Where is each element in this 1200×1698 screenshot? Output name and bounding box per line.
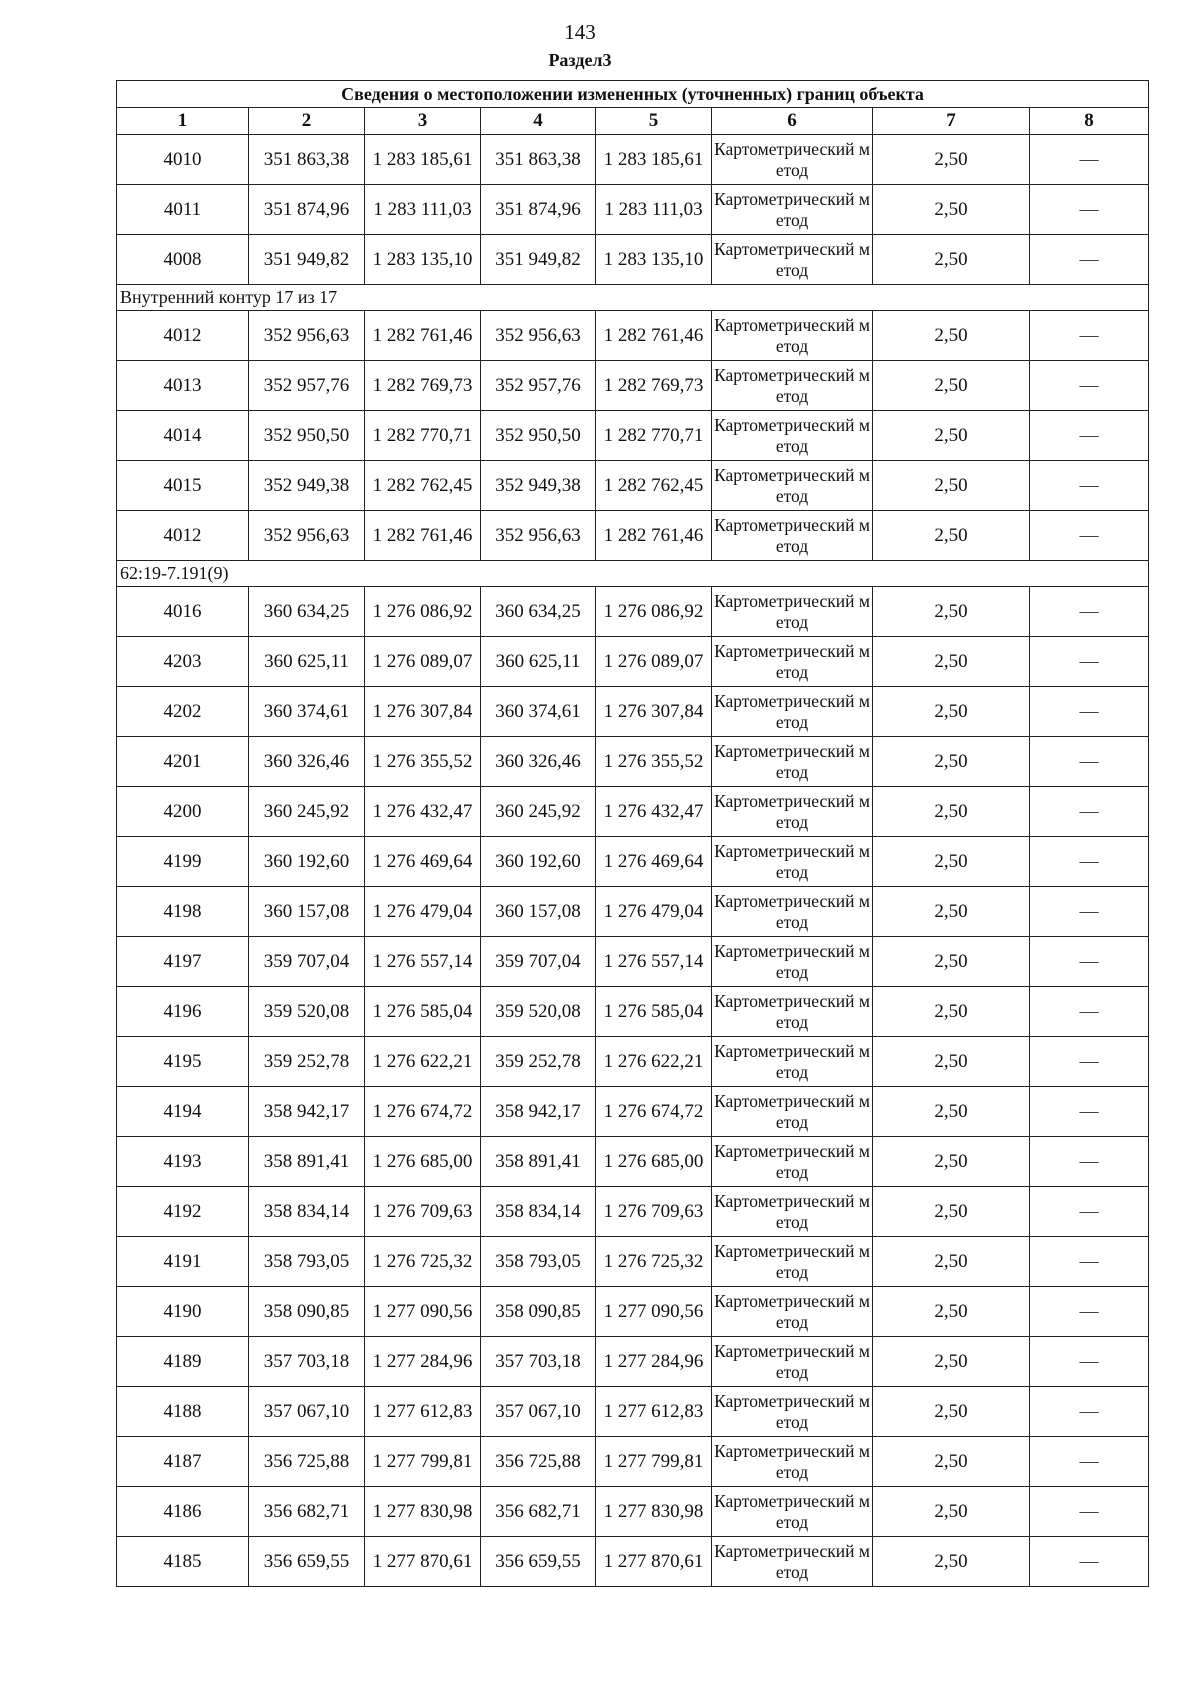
table-cell: 4186	[117, 1487, 249, 1537]
table-cell: —	[1030, 737, 1149, 787]
column-header: 8	[1030, 108, 1149, 135]
table-cell: 1 276 709,63	[596, 1187, 712, 1237]
table-cell: 357 067,10	[481, 1387, 596, 1437]
table-cell: —	[1030, 461, 1149, 511]
table-cell: 4188	[117, 1387, 249, 1437]
table-cell: 358 834,14	[481, 1187, 596, 1237]
table-cell: 1 277 870,61	[365, 1537, 481, 1587]
table-cell: 1 276 725,32	[365, 1237, 481, 1287]
table-cell: 360 625,11	[249, 637, 365, 687]
table-cell: 4012	[117, 311, 249, 361]
table-cell: 1 283 111,03	[596, 185, 712, 235]
table-cell: 1 276 355,52	[596, 737, 712, 787]
table-cell: 356 659,55	[249, 1537, 365, 1587]
table-cell: 2,50	[873, 1287, 1030, 1337]
table-cell: 1 276 307,84	[596, 687, 712, 737]
table-cell: 2,50	[873, 1087, 1030, 1137]
table-cell: 352 949,38	[481, 461, 596, 511]
table-cell: 360 374,61	[481, 687, 596, 737]
table-cell: 1 276 089,07	[596, 637, 712, 687]
table-cell: 4194	[117, 1087, 249, 1137]
table-cell: 4201	[117, 737, 249, 787]
table-cell: Картометрический метод	[712, 411, 873, 461]
table-cell: Картометрический метод	[712, 1387, 873, 1437]
table-cell: 2,50	[873, 1187, 1030, 1237]
table-row	[117, 461, 1149, 511]
table-cell: —	[1030, 361, 1149, 411]
table-cell: 1 276 086,92	[365, 587, 481, 637]
table-cell: Картометрический метод	[712, 1037, 873, 1087]
table-cell: Картометрический метод	[712, 1187, 873, 1237]
table-row	[117, 1237, 1149, 1287]
table-row	[117, 1387, 1149, 1437]
table-cell: 4189	[117, 1337, 249, 1387]
table-row	[117, 135, 1149, 185]
table-cell: 2,50	[873, 135, 1030, 185]
table-cell: 1 276 432,47	[365, 787, 481, 837]
table-cell: —	[1030, 837, 1149, 887]
table-cell: 4195	[117, 1037, 249, 1087]
table-cell: 360 374,61	[249, 687, 365, 737]
page-number: 143	[564, 20, 596, 44]
table-cell: 2,50	[873, 837, 1030, 887]
table-cell: 2,50	[873, 637, 1030, 687]
table-cell: Картометрический метод	[712, 687, 873, 737]
table-cell: 2,50	[873, 411, 1030, 461]
table-cell: 1 283 185,61	[596, 135, 712, 185]
column-header: 3	[365, 108, 481, 135]
table-cell: 2,50	[873, 361, 1030, 411]
table-cell: —	[1030, 1287, 1149, 1337]
table-cell: 358 942,17	[249, 1087, 365, 1137]
table-cell: Картометрический метод	[712, 987, 873, 1037]
table-cell: 358 942,17	[481, 1087, 596, 1137]
table-cell: 2,50	[873, 311, 1030, 361]
table-cell: 1 282 761,46	[365, 511, 481, 561]
table-cell: 4185	[117, 1537, 249, 1587]
table-cell: 2,50	[873, 511, 1030, 561]
table-cell: 357 703,18	[249, 1337, 365, 1387]
column-header: 2	[249, 108, 365, 135]
table-cell: 1 276 089,07	[365, 637, 481, 687]
table-row	[117, 1137, 1149, 1187]
table-cell: 2,50	[873, 687, 1030, 737]
table-row	[117, 587, 1149, 637]
contour-group-row	[117, 561, 1149, 587]
table-cell: 2,50	[873, 1437, 1030, 1487]
table-cell: 1 282 761,46	[596, 311, 712, 361]
table-cell: —	[1030, 1237, 1149, 1287]
table-cell: 1 277 284,96	[596, 1337, 712, 1387]
table-row	[117, 1537, 1149, 1587]
table-cell: 351 949,82	[481, 235, 596, 285]
table-cell: 2,50	[873, 937, 1030, 987]
table-cell: 2,50	[873, 461, 1030, 511]
table-cell: Картометрический метод	[712, 1337, 873, 1387]
table-cell: 357 067,10	[249, 1387, 365, 1437]
table-cell: 1 276 709,63	[365, 1187, 481, 1237]
table-cell: 352 956,63	[249, 511, 365, 561]
table-cell: —	[1030, 637, 1149, 687]
table-row	[117, 361, 1149, 411]
table-cell: 1 277 612,83	[596, 1387, 712, 1437]
table-row	[117, 1487, 1149, 1537]
table-cell: 352 957,76	[249, 361, 365, 411]
table-row	[117, 787, 1149, 837]
table-cell: 4187	[117, 1437, 249, 1487]
table-cell: 1 277 612,83	[365, 1387, 481, 1437]
table-cell: —	[1030, 311, 1149, 361]
table-cell: Картометрический метод	[712, 887, 873, 937]
table-row	[117, 311, 1149, 361]
table-cell: 352 950,50	[481, 411, 596, 461]
table-cell: Картометрический метод	[712, 461, 873, 511]
table-cell: Картометрический метод	[712, 837, 873, 887]
table-cell: 360 157,08	[481, 887, 596, 937]
table-cell: Картометрический метод	[712, 185, 873, 235]
column-header: 1	[117, 108, 249, 135]
table-cell: 360 245,92	[249, 787, 365, 837]
table-cell: 1 282 762,45	[365, 461, 481, 511]
table-cell: Картометрический метод	[712, 311, 873, 361]
table-row	[117, 637, 1149, 687]
table-cell: Картометрический метод	[712, 1437, 873, 1487]
contour-label: 62:19-7.191(9)	[117, 561, 1149, 587]
column-header: 6	[712, 108, 873, 135]
table-cell: —	[1030, 887, 1149, 937]
table-cell: —	[1030, 1037, 1149, 1087]
table-cell: 356 725,88	[481, 1437, 596, 1487]
table-cell: 1 276 622,21	[596, 1037, 712, 1087]
section-title: Раздел3	[548, 50, 612, 70]
table-cell: Картометрический метод	[712, 1537, 873, 1587]
table-cell: Картометрический метод	[712, 1487, 873, 1537]
table-cell: 358 891,41	[481, 1137, 596, 1187]
table-cell: 357 703,18	[481, 1337, 596, 1387]
table-cell: 1 277 830,98	[596, 1487, 712, 1537]
table-row	[117, 937, 1149, 987]
table-cell: —	[1030, 411, 1149, 461]
table-cell: 358 090,85	[481, 1287, 596, 1337]
table-cell: 1 276 725,32	[596, 1237, 712, 1287]
table-cell: 4016	[117, 587, 249, 637]
table-cell: 359 252,78	[249, 1037, 365, 1087]
table-row	[117, 987, 1149, 1037]
table-cell: 1 282 770,71	[596, 411, 712, 461]
table-cell: 358 891,41	[249, 1137, 365, 1187]
table-cell: 1 277 090,56	[596, 1287, 712, 1337]
table-cell: 2,50	[873, 1137, 1030, 1187]
table-cell: 4013	[117, 361, 249, 411]
table-cell: 352 956,63	[481, 311, 596, 361]
table-cell: 1 283 185,61	[365, 135, 481, 185]
table-cell: 352 956,63	[481, 511, 596, 561]
table-cell: —	[1030, 1487, 1149, 1537]
table-cell: —	[1030, 511, 1149, 561]
table-cell: —	[1030, 185, 1149, 235]
column-header-row	[117, 108, 1149, 135]
table-cell: 2,50	[873, 1037, 1030, 1087]
table-cell: 1 277 870,61	[596, 1537, 712, 1587]
table-cell: 360 192,60	[481, 837, 596, 887]
table-cell: 356 682,71	[249, 1487, 365, 1537]
table-cell: 359 520,08	[249, 987, 365, 1037]
table-cell: 359 520,08	[481, 987, 596, 1037]
table-cell: Картометрический метод	[712, 235, 873, 285]
table-cell: —	[1030, 235, 1149, 285]
table-row	[117, 235, 1149, 285]
table-cell: 1 276 469,64	[596, 837, 712, 887]
table-cell: 1 276 685,00	[365, 1137, 481, 1187]
boundary-coordinates-table	[116, 80, 1149, 1587]
column-header: 7	[873, 108, 1030, 135]
table-cell: 2,50	[873, 185, 1030, 235]
table-cell: 4010	[117, 135, 249, 185]
table-row	[117, 737, 1149, 787]
table-row	[117, 887, 1149, 937]
table-cell: 1 276 355,52	[365, 737, 481, 787]
contour-group-row	[117, 285, 1149, 311]
table-cell: 1 277 284,96	[365, 1337, 481, 1387]
table-cell: 360 634,25	[249, 587, 365, 637]
table-row	[117, 1037, 1149, 1087]
table-cell: 4190	[117, 1287, 249, 1337]
table-cell: 352 950,50	[249, 411, 365, 461]
table-cell: 1 276 432,47	[596, 787, 712, 837]
table-cell: Картометрический метод	[712, 361, 873, 411]
table-cell: 4015	[117, 461, 249, 511]
table-cell: 2,50	[873, 887, 1030, 937]
table-cell: 4199	[117, 837, 249, 887]
table-cell: 4203	[117, 637, 249, 687]
table-cell: 352 957,76	[481, 361, 596, 411]
table-cell: 1 276 557,14	[365, 937, 481, 987]
table-cell: 1 277 799,81	[365, 1437, 481, 1487]
table-cell: —	[1030, 1137, 1149, 1187]
table-cell: 351 874,96	[249, 185, 365, 235]
table-cell: 356 659,55	[481, 1537, 596, 1587]
table-cell: Картометрический метод	[712, 511, 873, 561]
table-cell: 359 707,04	[249, 937, 365, 987]
table-cell: Картометрический метод	[712, 1087, 873, 1137]
table-cell: 1 282 761,46	[596, 511, 712, 561]
table-cell: 351 874,96	[481, 185, 596, 235]
table-cell: 2,50	[873, 787, 1030, 837]
table-cell: 1 282 770,71	[365, 411, 481, 461]
table-cell: 1 276 674,72	[596, 1087, 712, 1137]
table-cell: 356 725,88	[249, 1437, 365, 1487]
table-row	[117, 1087, 1149, 1137]
table-cell: 360 326,46	[249, 737, 365, 787]
table-cell: —	[1030, 937, 1149, 987]
table-cell: 1 276 585,04	[596, 987, 712, 1037]
table-cell: 356 682,71	[481, 1487, 596, 1537]
table-cell: 1 276 674,72	[365, 1087, 481, 1137]
table-body	[117, 135, 1149, 1587]
table-row	[117, 1437, 1149, 1487]
table-cell: 360 245,92	[481, 787, 596, 837]
table-cell: 358 834,14	[249, 1187, 365, 1237]
table-cell: —	[1030, 787, 1149, 837]
table-cell: 360 157,08	[249, 887, 365, 937]
table-cell: 351 863,38	[249, 135, 365, 185]
table-cell: 1 276 685,00	[596, 1137, 712, 1187]
table-cell: 4191	[117, 1237, 249, 1287]
table-cell: 1 283 135,10	[365, 235, 481, 285]
table-cell: 352 956,63	[249, 311, 365, 361]
column-header: 5	[596, 108, 712, 135]
table-cell: 1 276 086,92	[596, 587, 712, 637]
table-cell: 2,50	[873, 1487, 1030, 1537]
table-cell: 4198	[117, 887, 249, 937]
table-cell: 2,50	[873, 1537, 1030, 1587]
table-cell: 4197	[117, 937, 249, 987]
table-cell: 2,50	[873, 1237, 1030, 1287]
table-cell: 4200	[117, 787, 249, 837]
table-cell: 1 283 111,03	[365, 185, 481, 235]
table-cell: 1 276 307,84	[365, 687, 481, 737]
table-row	[117, 1337, 1149, 1387]
table-row	[117, 1287, 1149, 1337]
table-row	[117, 687, 1149, 737]
table-cell: 351 949,82	[249, 235, 365, 285]
table-cell: 4192	[117, 1187, 249, 1237]
table-cell: 358 793,05	[249, 1237, 365, 1287]
table-cell: 4193	[117, 1137, 249, 1187]
table-cell: 360 192,60	[249, 837, 365, 887]
table-cell: 2,50	[873, 1387, 1030, 1437]
table-cell: —	[1030, 687, 1149, 737]
table-cell: Картометрический метод	[712, 587, 873, 637]
table-row	[117, 511, 1149, 561]
table-caption: Сведения о местоположении измененных (уточненных) границ объекта	[117, 81, 1149, 108]
table-cell: 1 283 135,10	[596, 235, 712, 285]
table-cell: 2,50	[873, 987, 1030, 1037]
table-cell: 2,50	[873, 587, 1030, 637]
table-cell: —	[1030, 587, 1149, 637]
table-cell: 4011	[117, 185, 249, 235]
table-cell: 1 276 557,14	[596, 937, 712, 987]
table-cell: 360 326,46	[481, 737, 596, 787]
table-cell: 352 949,38	[249, 461, 365, 511]
table-cell: —	[1030, 987, 1149, 1037]
table-cell: 1 276 479,04	[365, 887, 481, 937]
table-cell: 1 282 769,73	[596, 361, 712, 411]
table-cell: 1 282 769,73	[365, 361, 481, 411]
table-cell: —	[1030, 1087, 1149, 1137]
table-cell: 2,50	[873, 737, 1030, 787]
table-cell: 2,50	[873, 1337, 1030, 1387]
table-cell: 1 276 585,04	[365, 987, 481, 1037]
table-cell: 1 277 090,56	[365, 1287, 481, 1337]
table-cell: 360 634,25	[481, 587, 596, 637]
table-cell: 4014	[117, 411, 249, 461]
table-cell: Картометрический метод	[712, 787, 873, 837]
table-cell: —	[1030, 135, 1149, 185]
table-cell: 1 282 762,45	[596, 461, 712, 511]
contour-label: Внутренний контур 17 из 17	[117, 285, 1149, 311]
column-header: 4	[481, 108, 596, 135]
table-cell: 1 276 622,21	[365, 1037, 481, 1087]
table-cell: 4008	[117, 235, 249, 285]
table-cell: —	[1030, 1187, 1149, 1237]
table-cell: 1 277 830,98	[365, 1487, 481, 1537]
table-cell: 358 090,85	[249, 1287, 365, 1337]
table-cell: Картометрический метод	[712, 737, 873, 787]
table-cell: 359 707,04	[481, 937, 596, 987]
table-row	[117, 1187, 1149, 1237]
table-cell: Картометрический метод	[712, 1287, 873, 1337]
table-cell: Картометрический метод	[712, 637, 873, 687]
table-cell: Картометрический метод	[712, 135, 873, 185]
table-cell: 1 276 479,04	[596, 887, 712, 937]
table-cell: 4202	[117, 687, 249, 737]
table-cell: 4012	[117, 511, 249, 561]
table-cell: —	[1030, 1337, 1149, 1387]
table-cell: —	[1030, 1437, 1149, 1487]
table-cell: Картометрический метод	[712, 1137, 873, 1187]
table-cell: 2,50	[873, 235, 1030, 285]
table-cell: Картометрический метод	[712, 1237, 873, 1287]
table-cell: 1 276 469,64	[365, 837, 481, 887]
table-cell: 351 863,38	[481, 135, 596, 185]
table-cell: 1 277 799,81	[596, 1437, 712, 1487]
table-cell: —	[1030, 1387, 1149, 1437]
table-row	[117, 411, 1149, 461]
table-row	[117, 185, 1149, 235]
table-cell: 360 625,11	[481, 637, 596, 687]
table-cell: 359 252,78	[481, 1037, 596, 1087]
table-cell: Картометрический метод	[712, 937, 873, 987]
table-row	[117, 837, 1149, 887]
table-cell: 1 282 761,46	[365, 311, 481, 361]
table-cell: 358 793,05	[481, 1237, 596, 1287]
table-cell: —	[1030, 1537, 1149, 1587]
table-cell: 4196	[117, 987, 249, 1037]
